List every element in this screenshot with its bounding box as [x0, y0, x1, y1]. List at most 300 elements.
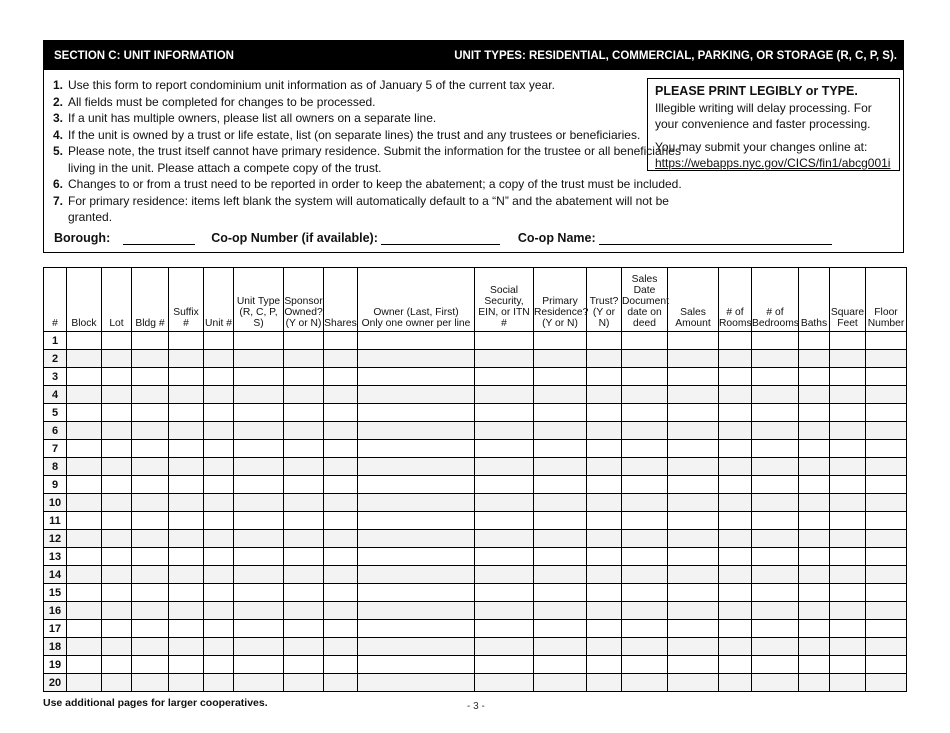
table-cell[interactable]: [752, 602, 799, 620]
table-cell[interactable]: [475, 368, 534, 386]
table-cell[interactable]: [799, 404, 830, 422]
table-cell[interactable]: [67, 566, 102, 584]
table-cell[interactable]: [668, 386, 719, 404]
table-cell[interactable]: [534, 440, 587, 458]
table-cell[interactable]: [622, 404, 668, 422]
table-cell[interactable]: [830, 404, 866, 422]
table-cell[interactable]: [866, 674, 907, 692]
table-cell[interactable]: [719, 566, 752, 584]
table-cell[interactable]: [587, 638, 622, 656]
table-cell[interactable]: [67, 350, 102, 368]
table-cell[interactable]: [622, 368, 668, 386]
table-cell[interactable]: [204, 422, 234, 440]
table-cell[interactable]: [799, 674, 830, 692]
table-cell[interactable]: [830, 494, 866, 512]
table-cell[interactable]: [102, 530, 132, 548]
table-cell[interactable]: [719, 584, 752, 602]
table-cell[interactable]: [324, 548, 358, 566]
table-cell[interactable]: [719, 368, 752, 386]
table-cell[interactable]: [67, 602, 102, 620]
table-cell[interactable]: [169, 512, 204, 530]
online-submission-link[interactable]: https://webapps.nyc.gov/CICS/fin1/abcg001i: [655, 156, 891, 170]
table-cell[interactable]: [358, 458, 475, 476]
table-cell[interactable]: [204, 548, 234, 566]
table-cell[interactable]: [169, 332, 204, 350]
table-cell[interactable]: [324, 566, 358, 584]
table-cell[interactable]: [830, 476, 866, 494]
table-cell[interactable]: [102, 440, 132, 458]
table-cell[interactable]: [534, 476, 587, 494]
table-cell[interactable]: [799, 584, 830, 602]
table-cell[interactable]: [132, 332, 169, 350]
table-cell[interactable]: [719, 656, 752, 674]
table-cell[interactable]: [234, 494, 284, 512]
table-cell[interactable]: [234, 584, 284, 602]
table-cell[interactable]: [169, 638, 204, 656]
table-cell[interactable]: [234, 386, 284, 404]
table-cell[interactable]: [67, 548, 102, 566]
table-cell[interactable]: [324, 422, 358, 440]
table-cell[interactable]: [358, 530, 475, 548]
table-cell[interactable]: [475, 566, 534, 584]
table-cell[interactable]: [830, 638, 866, 656]
table-cell[interactable]: [284, 674, 324, 692]
table-cell[interactable]: [169, 674, 204, 692]
table-cell[interactable]: [587, 350, 622, 368]
table-cell[interactable]: [668, 422, 719, 440]
table-cell[interactable]: [169, 584, 204, 602]
table-cell[interactable]: [622, 440, 668, 458]
table-cell[interactable]: [284, 386, 324, 404]
table-cell[interactable]: [719, 350, 752, 368]
table-cell[interactable]: [799, 638, 830, 656]
table-cell[interactable]: [866, 584, 907, 602]
table-cell[interactable]: [132, 386, 169, 404]
table-cell[interactable]: [752, 494, 799, 512]
table-cell[interactable]: [204, 602, 234, 620]
table-cell[interactable]: [668, 332, 719, 350]
table-cell[interactable]: [830, 656, 866, 674]
table-cell[interactable]: [534, 620, 587, 638]
table-cell[interactable]: [830, 530, 866, 548]
table-cell[interactable]: [169, 404, 204, 422]
table-cell[interactable]: [534, 386, 587, 404]
table-cell[interactable]: [284, 404, 324, 422]
table-cell[interactable]: [102, 584, 132, 602]
table-cell[interactable]: [67, 368, 102, 386]
table-cell[interactable]: [668, 350, 719, 368]
table-cell[interactable]: [284, 530, 324, 548]
table-cell[interactable]: [67, 656, 102, 674]
table-cell[interactable]: [534, 638, 587, 656]
table-cell[interactable]: [866, 440, 907, 458]
table-cell[interactable]: [67, 476, 102, 494]
table-cell[interactable]: [534, 584, 587, 602]
table-cell[interactable]: [169, 440, 204, 458]
table-cell[interactable]: [799, 332, 830, 350]
table-cell[interactable]: [132, 458, 169, 476]
table-cell[interactable]: [284, 440, 324, 458]
table-cell[interactable]: [752, 386, 799, 404]
table-cell[interactable]: [102, 638, 132, 656]
table-cell[interactable]: [622, 332, 668, 350]
table-cell[interactable]: [132, 602, 169, 620]
table-cell[interactable]: [534, 512, 587, 530]
table-cell[interactable]: [830, 440, 866, 458]
table-cell[interactable]: [102, 368, 132, 386]
table-cell[interactable]: [668, 566, 719, 584]
table-cell[interactable]: [587, 476, 622, 494]
table-cell[interactable]: [234, 350, 284, 368]
table-cell[interactable]: [866, 386, 907, 404]
table-cell[interactable]: [719, 620, 752, 638]
table-cell[interactable]: [284, 566, 324, 584]
table-cell[interactable]: [830, 512, 866, 530]
table-cell[interactable]: [234, 512, 284, 530]
table-cell[interactable]: [234, 620, 284, 638]
table-cell[interactable]: [169, 602, 204, 620]
table-cell[interactable]: [668, 530, 719, 548]
table-cell[interactable]: [587, 602, 622, 620]
table-cell[interactable]: [668, 674, 719, 692]
table-cell[interactable]: [324, 458, 358, 476]
table-cell[interactable]: [204, 494, 234, 512]
table-cell[interactable]: [234, 548, 284, 566]
table-cell[interactable]: [324, 368, 358, 386]
table-cell[interactable]: [67, 332, 102, 350]
table-cell[interactable]: [132, 422, 169, 440]
table-cell[interactable]: [234, 368, 284, 386]
table-cell[interactable]: [358, 440, 475, 458]
coop-number-field[interactable]: [381, 232, 500, 245]
table-cell[interactable]: [668, 494, 719, 512]
table-cell[interactable]: [587, 422, 622, 440]
table-cell[interactable]: [102, 548, 132, 566]
table-cell[interactable]: [830, 602, 866, 620]
table-cell[interactable]: [752, 566, 799, 584]
table-cell[interactable]: [830, 566, 866, 584]
table-cell[interactable]: [752, 350, 799, 368]
table-cell[interactable]: [358, 638, 475, 656]
table-cell[interactable]: [169, 422, 204, 440]
table-cell[interactable]: [67, 512, 102, 530]
table-cell[interactable]: [132, 566, 169, 584]
table-cell[interactable]: [866, 476, 907, 494]
table-cell[interactable]: [234, 530, 284, 548]
table-cell[interactable]: [169, 530, 204, 548]
table-cell[interactable]: [324, 602, 358, 620]
table-cell[interactable]: [587, 458, 622, 476]
table-cell[interactable]: [668, 512, 719, 530]
table-cell[interactable]: [204, 656, 234, 674]
table-cell[interactable]: [102, 512, 132, 530]
table-cell[interactable]: [67, 458, 102, 476]
table-cell[interactable]: [587, 494, 622, 512]
table-cell[interactable]: [324, 584, 358, 602]
table-cell[interactable]: [475, 674, 534, 692]
table-cell[interactable]: [752, 440, 799, 458]
table-cell[interactable]: [234, 404, 284, 422]
table-cell[interactable]: [204, 512, 234, 530]
table-cell[interactable]: [668, 638, 719, 656]
table-cell[interactable]: [830, 386, 866, 404]
table-cell[interactable]: [475, 584, 534, 602]
table-cell[interactable]: [866, 620, 907, 638]
table-cell[interactable]: [475, 530, 534, 548]
table-cell[interactable]: [132, 368, 169, 386]
table-cell[interactable]: [204, 368, 234, 386]
table-cell[interactable]: [830, 332, 866, 350]
table-cell[interactable]: [752, 584, 799, 602]
table-cell[interactable]: [204, 566, 234, 584]
table-cell[interactable]: [204, 404, 234, 422]
table-cell[interactable]: [866, 458, 907, 476]
table-cell[interactable]: [719, 530, 752, 548]
table-cell[interactable]: [587, 368, 622, 386]
table-cell[interactable]: [587, 530, 622, 548]
table-cell[interactable]: [668, 584, 719, 602]
table-cell[interactable]: [622, 386, 668, 404]
table-cell[interactable]: [475, 638, 534, 656]
table-cell[interactable]: [866, 368, 907, 386]
table-cell[interactable]: [799, 620, 830, 638]
table-cell[interactable]: [358, 602, 475, 620]
table-cell[interactable]: [622, 350, 668, 368]
table-cell[interactable]: [866, 350, 907, 368]
table-cell[interactable]: [752, 476, 799, 494]
table-cell[interactable]: [284, 422, 324, 440]
table-cell[interactable]: [132, 638, 169, 656]
table-cell[interactable]: [234, 638, 284, 656]
table-cell[interactable]: [719, 602, 752, 620]
table-cell[interactable]: [799, 368, 830, 386]
table-cell[interactable]: [204, 386, 234, 404]
table-cell[interactable]: [719, 674, 752, 692]
table-cell[interactable]: [475, 476, 534, 494]
table-cell[interactable]: [799, 422, 830, 440]
table-cell[interactable]: [132, 512, 169, 530]
table-cell[interactable]: [284, 620, 324, 638]
table-cell[interactable]: [752, 530, 799, 548]
table-cell[interactable]: [475, 332, 534, 350]
table-cell[interactable]: [534, 548, 587, 566]
table-cell[interactable]: [169, 620, 204, 638]
table-cell[interactable]: [830, 674, 866, 692]
table-cell[interactable]: [67, 638, 102, 656]
table-cell[interactable]: [534, 530, 587, 548]
table-cell[interactable]: [284, 350, 324, 368]
table-cell[interactable]: [475, 494, 534, 512]
table-cell[interactable]: [866, 332, 907, 350]
table-cell[interactable]: [132, 440, 169, 458]
table-cell[interactable]: [534, 494, 587, 512]
table-cell[interactable]: [668, 656, 719, 674]
table-cell[interactable]: [102, 350, 132, 368]
table-cell[interactable]: [752, 512, 799, 530]
table-cell[interactable]: [719, 494, 752, 512]
table-cell[interactable]: [719, 512, 752, 530]
table-cell[interactable]: [668, 404, 719, 422]
table-cell[interactable]: [324, 386, 358, 404]
table-cell[interactable]: [102, 332, 132, 350]
table-cell[interactable]: [204, 332, 234, 350]
table-cell[interactable]: [284, 368, 324, 386]
table-cell[interactable]: [358, 512, 475, 530]
table-cell[interactable]: [622, 674, 668, 692]
coop-name-field[interactable]: [599, 232, 832, 245]
table-cell[interactable]: [719, 476, 752, 494]
table-cell[interactable]: [324, 530, 358, 548]
table-cell[interactable]: [534, 602, 587, 620]
table-cell[interactable]: [799, 602, 830, 620]
table-cell[interactable]: [622, 638, 668, 656]
table-cell[interactable]: [358, 386, 475, 404]
table-cell[interactable]: [204, 458, 234, 476]
table-cell[interactable]: [830, 548, 866, 566]
table-cell[interactable]: [668, 440, 719, 458]
table-cell[interactable]: [866, 494, 907, 512]
table-cell[interactable]: [668, 458, 719, 476]
table-cell[interactable]: [830, 368, 866, 386]
table-cell[interactable]: [324, 332, 358, 350]
table-cell[interactable]: [169, 656, 204, 674]
table-cell[interactable]: [204, 584, 234, 602]
table-cell[interactable]: [358, 404, 475, 422]
table-cell[interactable]: [622, 656, 668, 674]
table-cell[interactable]: [234, 332, 284, 350]
table-cell[interactable]: [830, 350, 866, 368]
table-cell[interactable]: [799, 458, 830, 476]
table-cell[interactable]: [284, 638, 324, 656]
table-cell[interactable]: [866, 548, 907, 566]
table-cell[interactable]: [622, 620, 668, 638]
table-cell[interactable]: [475, 404, 534, 422]
table-cell[interactable]: [234, 656, 284, 674]
table-cell[interactable]: [866, 638, 907, 656]
table-cell[interactable]: [475, 386, 534, 404]
table-cell[interactable]: [67, 422, 102, 440]
table-cell[interactable]: [169, 476, 204, 494]
table-cell[interactable]: [204, 638, 234, 656]
table-cell[interactable]: [204, 476, 234, 494]
table-cell[interactable]: [799, 512, 830, 530]
table-cell[interactable]: [475, 602, 534, 620]
table-cell[interactable]: [358, 350, 475, 368]
table-cell[interactable]: [324, 494, 358, 512]
table-cell[interactable]: [132, 620, 169, 638]
table-cell[interactable]: [752, 458, 799, 476]
table-cell[interactable]: [358, 332, 475, 350]
table-cell[interactable]: [752, 620, 799, 638]
table-cell[interactable]: [799, 494, 830, 512]
table-cell[interactable]: [324, 674, 358, 692]
table-cell[interactable]: [324, 512, 358, 530]
table-cell[interactable]: [587, 512, 622, 530]
table-cell[interactable]: [866, 602, 907, 620]
table-cell[interactable]: [204, 674, 234, 692]
table-cell[interactable]: [324, 476, 358, 494]
table-cell[interactable]: [132, 584, 169, 602]
table-cell[interactable]: [866, 530, 907, 548]
table-cell[interactable]: [830, 422, 866, 440]
table-cell[interactable]: [866, 656, 907, 674]
table-cell[interactable]: [622, 530, 668, 548]
table-cell[interactable]: [534, 674, 587, 692]
table-cell[interactable]: [169, 458, 204, 476]
table-cell[interactable]: [668, 476, 719, 494]
table-cell[interactable]: [358, 476, 475, 494]
table-cell[interactable]: [534, 656, 587, 674]
table-cell[interactable]: [169, 548, 204, 566]
table-cell[interactable]: [752, 422, 799, 440]
borough-field[interactable]: [123, 232, 195, 245]
table-cell[interactable]: [102, 602, 132, 620]
table-cell[interactable]: [204, 440, 234, 458]
table-cell[interactable]: [358, 548, 475, 566]
table-cell[interactable]: [622, 422, 668, 440]
table-cell[interactable]: [284, 332, 324, 350]
table-cell[interactable]: [719, 548, 752, 566]
table-cell[interactable]: [866, 512, 907, 530]
table-cell[interactable]: [719, 332, 752, 350]
table-cell[interactable]: [324, 638, 358, 656]
table-cell[interactable]: [67, 440, 102, 458]
table-cell[interactable]: [799, 530, 830, 548]
table-cell[interactable]: [799, 350, 830, 368]
table-cell[interactable]: [534, 350, 587, 368]
table-cell[interactable]: [132, 530, 169, 548]
table-cell[interactable]: [102, 566, 132, 584]
table-cell[interactable]: [204, 350, 234, 368]
table-cell[interactable]: [866, 566, 907, 584]
table-cell[interactable]: [358, 368, 475, 386]
table-cell[interactable]: [752, 368, 799, 386]
table-cell[interactable]: [169, 350, 204, 368]
table-cell[interactable]: [752, 656, 799, 674]
table-cell[interactable]: [132, 548, 169, 566]
table-cell[interactable]: [169, 386, 204, 404]
table-cell[interactable]: [719, 638, 752, 656]
table-cell[interactable]: [534, 422, 587, 440]
table-cell[interactable]: [67, 620, 102, 638]
table-cell[interactable]: [234, 440, 284, 458]
table-cell[interactable]: [534, 332, 587, 350]
table-cell[interactable]: [284, 476, 324, 494]
table-cell[interactable]: [475, 350, 534, 368]
table-cell[interactable]: [622, 548, 668, 566]
table-cell[interactable]: [752, 332, 799, 350]
table-cell[interactable]: [830, 584, 866, 602]
table-cell[interactable]: [234, 476, 284, 494]
table-cell[interactable]: [622, 566, 668, 584]
table-cell[interactable]: [752, 548, 799, 566]
table-cell[interactable]: [587, 566, 622, 584]
table-cell[interactable]: [587, 620, 622, 638]
table-cell[interactable]: [752, 404, 799, 422]
table-cell[interactable]: [234, 674, 284, 692]
table-cell[interactable]: [622, 494, 668, 512]
table-cell[interactable]: [358, 620, 475, 638]
table-cell[interactable]: [132, 494, 169, 512]
table-cell[interactable]: [102, 674, 132, 692]
table-cell[interactable]: [204, 620, 234, 638]
table-cell[interactable]: [169, 566, 204, 584]
table-cell[interactable]: [358, 674, 475, 692]
table-cell[interactable]: [622, 458, 668, 476]
table-cell[interactable]: [534, 458, 587, 476]
table-cell[interactable]: [102, 476, 132, 494]
table-cell[interactable]: [234, 602, 284, 620]
